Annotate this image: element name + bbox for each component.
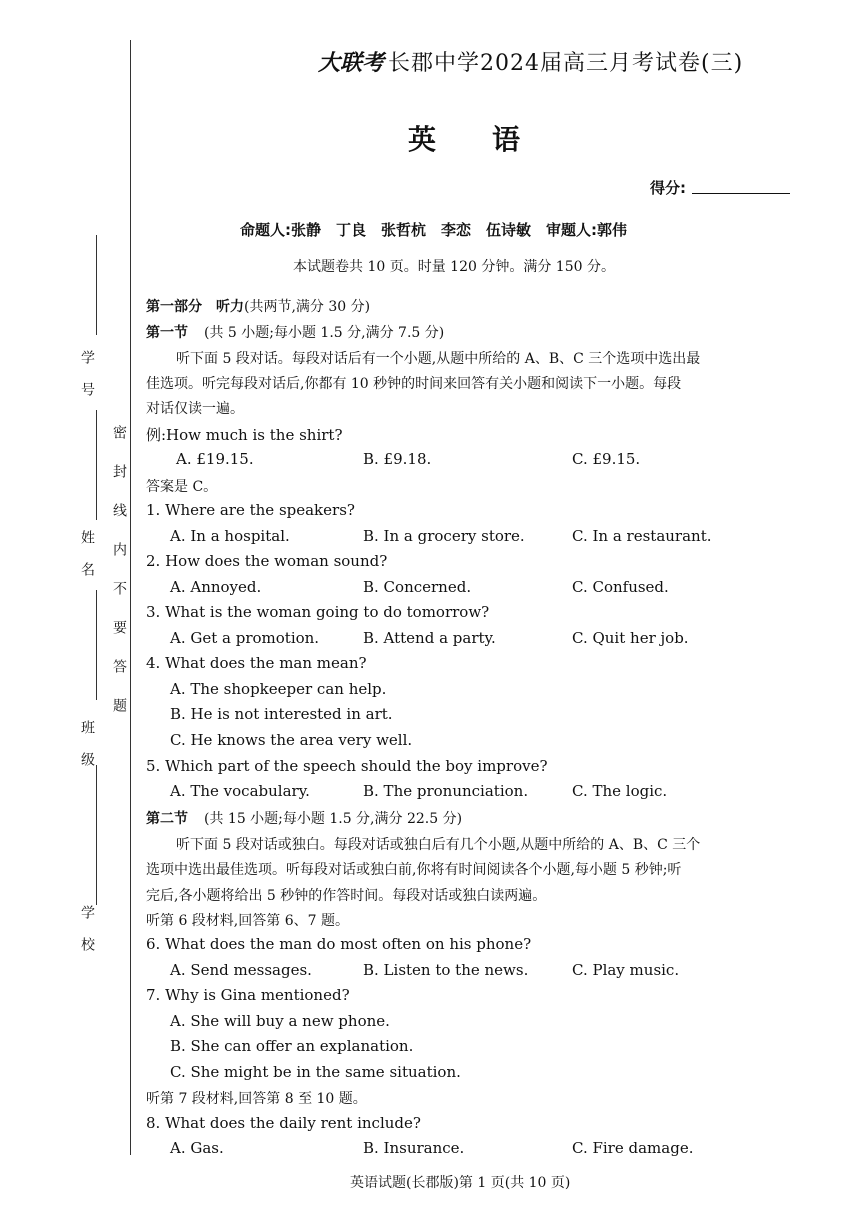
id-blank-line [96, 235, 97, 335]
exam-info: 本试题卷共 10 页。时量 120 分钟。满分 150 分。 [293, 259, 615, 275]
q1-option-b: B. In a grocery store. [363, 527, 525, 545]
sec2-instruction-3: 完后,各小题将给出 5 秒钟的作答时间。每段对话或独白读两遍。 [146, 888, 547, 904]
q7-option-b: B. She can offer an explanation. [170, 1037, 414, 1055]
sec2-note: (共 15 小题;每小题 1.5 分,满分 22.5 分) [204, 811, 463, 827]
material-7-note: 听第 7 段材料,回答第 8 至 10 题。 [146, 1091, 367, 1107]
q1-option-a: A. In a hospital. [170, 527, 290, 545]
id-label: 学号 [79, 350, 95, 414]
example-answer: 答案是 C。 [146, 479, 218, 495]
sec1-note: (共 5 小题;每小题 1.5 分,满分 7.5 分) [204, 325, 445, 341]
q6-option-c: C. Play music. [572, 961, 680, 979]
example-question: 例:How much is the shirt? [146, 426, 343, 444]
material-6-note: 听第 6 段材料,回答第 6、7 题。 [146, 913, 349, 929]
question-4: 4. What does the man mean? [146, 654, 367, 672]
q2-option-a: A. Annoyed. [170, 578, 262, 596]
name-label: 姓名 [79, 530, 95, 594]
example-option-a: A. £19.15. [176, 450, 254, 468]
q5-option-b: B. The pronunciation. [363, 782, 529, 800]
q8-option-c: C. Fire damage. [572, 1139, 694, 1157]
brand-logo: 大联考 [318, 50, 385, 76]
school-blank-line [96, 765, 97, 905]
q1-option-c: C. In a restaurant. [572, 527, 712, 545]
q3-option-a: A. Get a promotion. [170, 629, 320, 647]
sec1-instruction-1: 听下面 5 段对话。每段对话后有一个小题,从题中所给的 A、B、C 三个选项中选出最 [176, 351, 701, 367]
score-label: 得分: [650, 179, 686, 197]
q8-option-b: B. Insurance. [363, 1139, 465, 1157]
question-5: 5. Which part of the speech should the boy improve? [146, 757, 548, 775]
name-blank-line [96, 410, 97, 520]
school-label: 学校 [79, 905, 95, 969]
exam-title: 长郡中学2024届高三月考试卷(三) [388, 51, 744, 76]
question-6: 6. What does the man do most often on his phone? [146, 935, 532, 953]
q2-option-b: B. Concerned. [363, 578, 472, 596]
sec1-instruction-3: 对话仅读一遍。 [146, 401, 244, 417]
sec2-heading-row [146, 808, 462, 828]
q7-option-c: C. She might be in the same situation. [170, 1063, 461, 1081]
q6-option-b: B. Listen to the news. [363, 961, 529, 979]
example-option-c: C. £9.15. [572, 450, 641, 468]
part1-note: (共两节,满分 30 分) [244, 299, 371, 315]
class-label: 班级 [79, 720, 95, 784]
sec1-instruction-2: 佳选项。听完每段对话后,你都有 10 秒钟的时间来回答有关小题和阅读下一小题。每段 [146, 376, 682, 392]
q6-option-a: A. Send messages. [170, 961, 312, 979]
q2-option-c: C. Confused. [572, 578, 669, 596]
sec2-instruction-2: 选项中选出最佳选项。听每段对话或独白前,你将有时间阅读各个小题,每小题 5 秒钟;听 [146, 862, 682, 878]
q7-option-a: A. She will buy a new phone. [170, 1012, 390, 1030]
q4-option-b: B. He is not interested in art. [170, 705, 393, 723]
question-1: 1. Where are the speakers? [146, 501, 355, 519]
question-8: 8. What does the daily rent include? [146, 1114, 421, 1132]
part1-heading-row [146, 296, 370, 316]
q8-option-a: A. Gas. [170, 1139, 224, 1157]
q3-option-c: C. Quit her job. [572, 629, 689, 647]
q5-option-a: A. The vocabulary. [170, 782, 310, 800]
question-3: 3. What is the woman going to do tomorrow? [146, 603, 490, 621]
part1-heading: 第一部分 听力 [146, 299, 244, 315]
seal-line-notice: 密封线内不要答题 [111, 425, 127, 737]
page-footer: 英语试题(长郡版)第 1 页(共 10 页) [350, 1175, 571, 1191]
binding-margin-line [130, 40, 131, 1155]
q4-option-a: A. The shopkeeper can help. [170, 680, 387, 698]
sec2-instruction-1: 听下面 5 段对话或独白。每段对话或独白后有几个小题,从题中所给的 A、B、C 三个 [176, 837, 701, 853]
sec2-heading: 第二节 [146, 811, 188, 827]
sec1-heading: 第一节 [146, 325, 188, 341]
subject-title: 英 语 [408, 123, 521, 156]
question-7: 7. Why is Gina mentioned? [146, 986, 350, 1004]
score-blank[interactable] [692, 193, 790, 194]
example-option-b: B. £9.18. [363, 450, 432, 468]
authors-line: 命题人:张静 丁良 张哲杭 李恋 伍诗敏 审题人:郭伟 [240, 221, 627, 239]
class-blank-line [96, 590, 97, 700]
q4-option-c: C. He knows the area very well. [170, 731, 413, 749]
q3-option-b: B. Attend a party. [363, 629, 496, 647]
q5-option-c: C. The logic. [572, 782, 668, 800]
question-2: 2. How does the woman sound? [146, 552, 388, 570]
sec1-heading-row [146, 322, 444, 342]
